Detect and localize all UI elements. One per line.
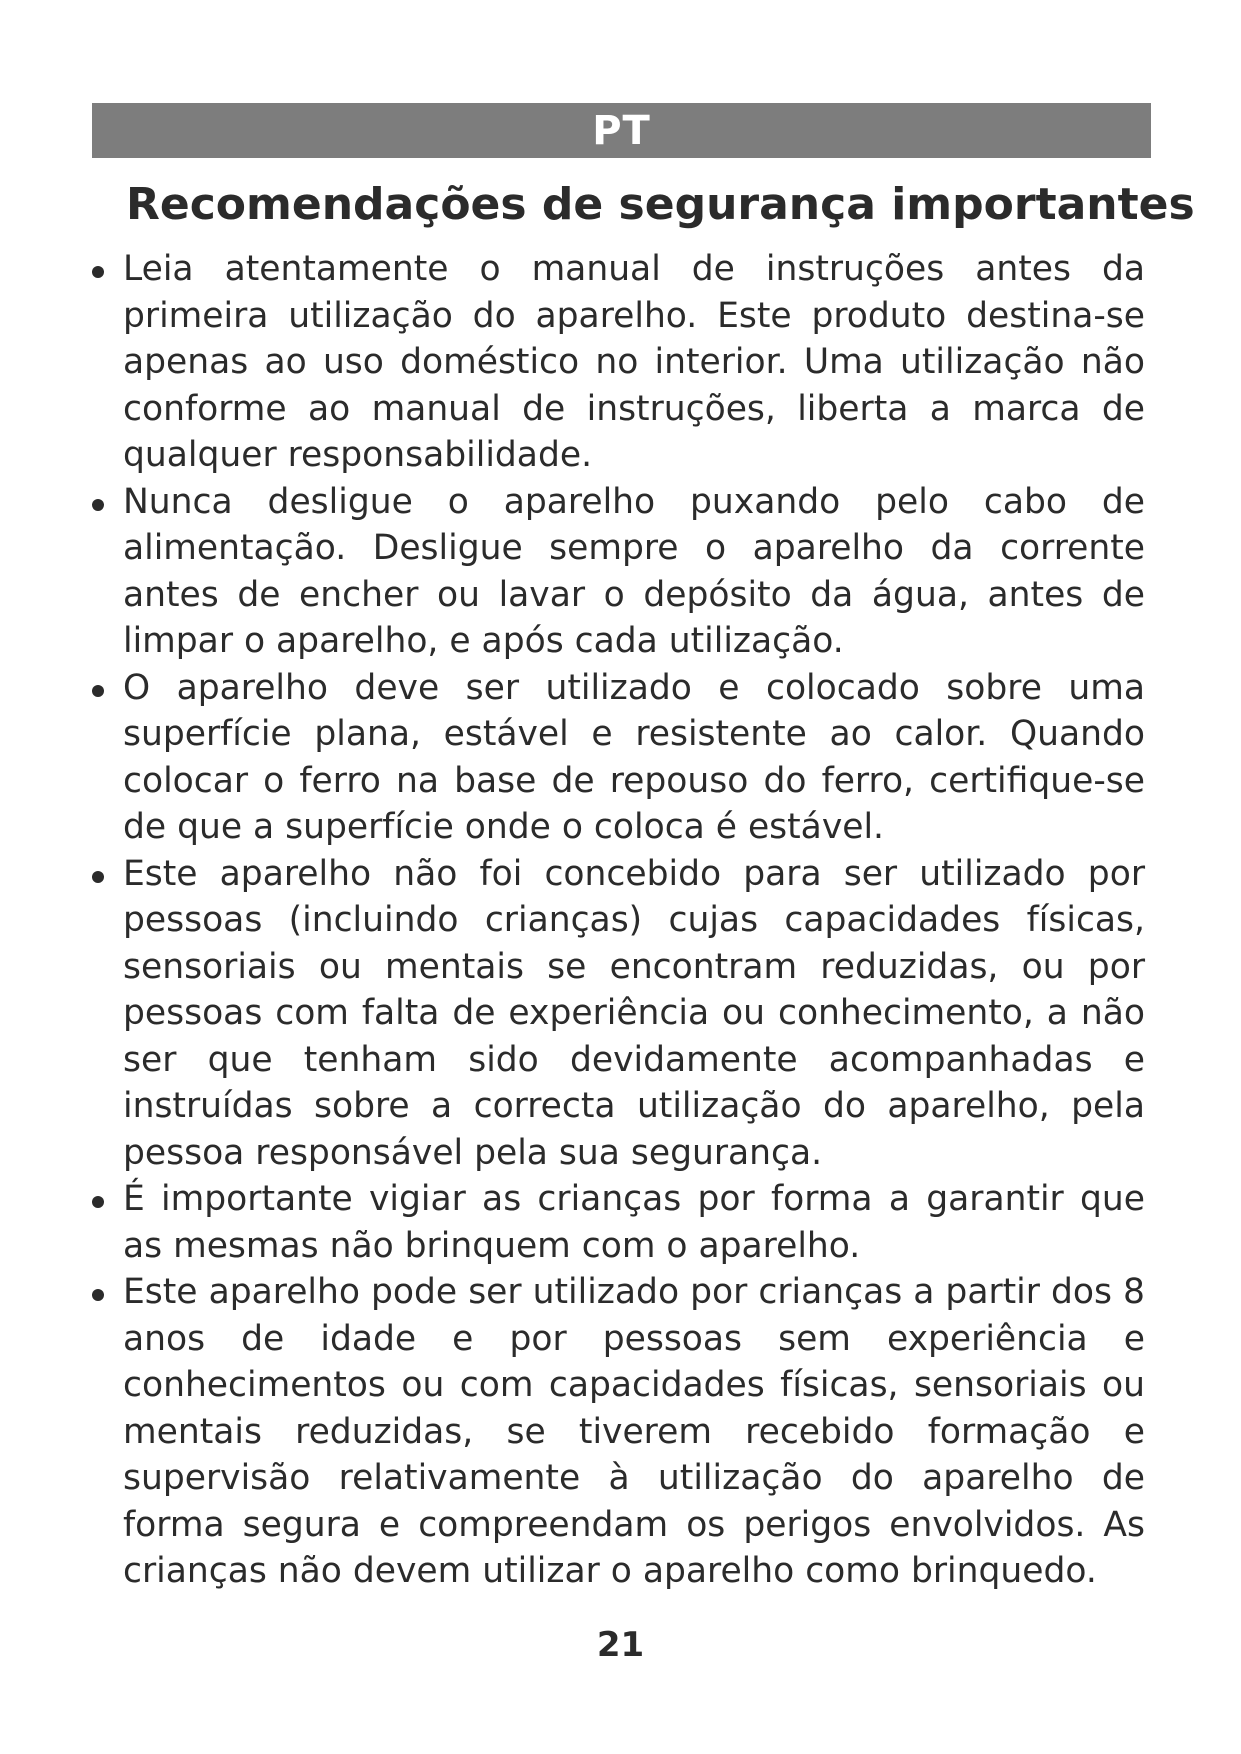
safety-item-5 [92,1176,1145,1269]
safety-item-text: Este aparelho não foi concebido para ser utilizado por pessoas (incluindo crianças) cujas capacidades físicas, sensoriais ou mentais se encontram reduzidas, ou por pessoas com falta de experiência ou conhecimento, a não ser que tenham sido devidamente acompanhadas e instruídas sobre a correcta utilização do aparelho, pela pessoa responsável pela sua segurança. [123,853,1145,1173]
safety-item-2 [92,479,1145,665]
safety-item-text: Nunca desligue o aparelho puxando pelo cabo de alimentação. Desligue sempre o aparelho da corrente antes de encher ou lavar o depósito da água, antes de limpar o aparelho, e após cada utilização. [123,481,1145,661]
safety-item-text: É importante vigiar as crianças por forma a garantir que as mesmas não brinquem com o aparelho. [123,1179,1145,1266]
language-header-bar [92,103,1151,158]
safety-item-4 [92,851,1145,1177]
page-number: 21 [596,1625,645,1665]
safety-item-text: Leia atentamente o manual de instruções antes da primeira utilização do aparelho. Este produto destina-se apenas ao uso doméstico no interior. Uma utilização não conforme ao manual de instruções, liberta a marca de qualquer responsabilidade. [123,249,1145,475]
bullet-icon [92,266,104,278]
bullet-icon [92,1196,104,1208]
safety-item-text: Este aparelho pode ser utilizado por crianças a partir dos 8 anos de idade e por pessoas sem experiência e conhecimentos ou com capacidades físicas, sensoriais ou mentais reduzidas, se tiverem recebido formação e supervisão relativamente à utilização do aparelho de forma segura e compreendam os perigos envolvidos. As crianças não devem utilizar o aparelho como brinquedo. [123,1272,1145,1591]
bullet-icon [92,1289,104,1301]
safety-item-3 [92,665,1145,851]
safety-item-1 [92,246,1145,479]
bullet-icon [92,499,104,511]
safety-item-text: O aparelho deve ser utilizado e colocado sobre uma superfície plana, estável e resistente ao calor. Quando colocar o ferro na base de repouso do ferro, certifique-se de que a superfície onde o coloca é estável. [123,667,1145,847]
language-code: PT [592,107,651,154]
safety-recommendations-list [92,246,1145,1595]
safety-item-6 [92,1269,1145,1595]
page-title: Recomendações de segurança importantes [126,179,1195,230]
bullet-icon [92,685,104,697]
bullet-icon [92,871,104,883]
